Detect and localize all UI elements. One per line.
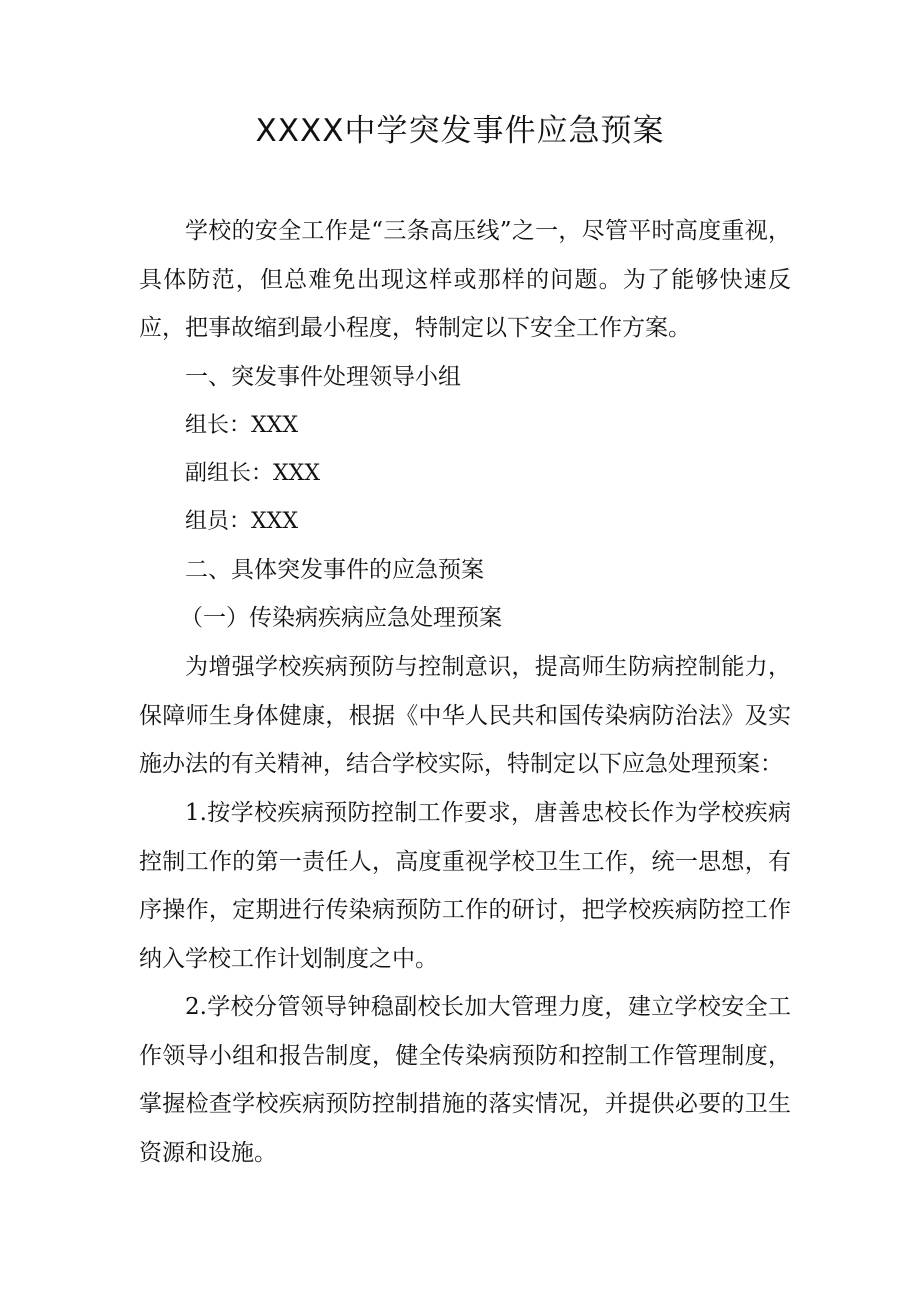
section-heading-leadership-group: 一、突发事件处理领导小组 xyxy=(185,364,461,390)
group-members-line: 组员：XXX xyxy=(185,509,298,534)
subsection-heading-infectious-disease: （一）传染病疾病应急处理预案 xyxy=(180,605,502,631)
deputy-leader-line: 副组长：XXX xyxy=(185,461,320,486)
section-heading-emergency-plans: 二、具体突发事件的应急预案 xyxy=(185,557,484,583)
document-title: XXXX中学突发事件应急预案 xyxy=(255,113,665,149)
group-leader-line: 组长：XXX xyxy=(185,413,298,438)
list-item-2: 2.学校分管领导钟稳副校长加大管理力度，建立学校安全工作领导小组和报告制度，健全传染病预防和控制工作管理制度，掌握检查学校疾病预防控制措施的落实情况，并提供必要的卫生资源和设施。 xyxy=(139,994,791,1166)
infectious-disease-intro-paragraph: 为增强学校疾病预防与控制意识，提高师生防病控制能力，保障师生身体健康，根据《中华人民共和国传染病防治法》及实施办法的有关精神，结合学校实际，特制定以下应急处理预案： xyxy=(139,654,791,777)
list-item-1: 1.按学校疾病预防控制工作要求，唐善忠校长作为学校疾病控制工作的第一责任人，高度重视学校卫生工作，统一思想，有序操作，定期进行传染病预防工作的研讨，把学校疾病防控工作纳入学校工作计划制度之中。 xyxy=(139,800,791,972)
intro-paragraph: 学校的安全工作是“三条高压线”之一，尽管平时高度重视，具体防范，但总难免出现这样或那样的问题。为了能够快速反应，把事故缩到最小程度，特制定以下安全工作方案。 xyxy=(139,218,791,341)
